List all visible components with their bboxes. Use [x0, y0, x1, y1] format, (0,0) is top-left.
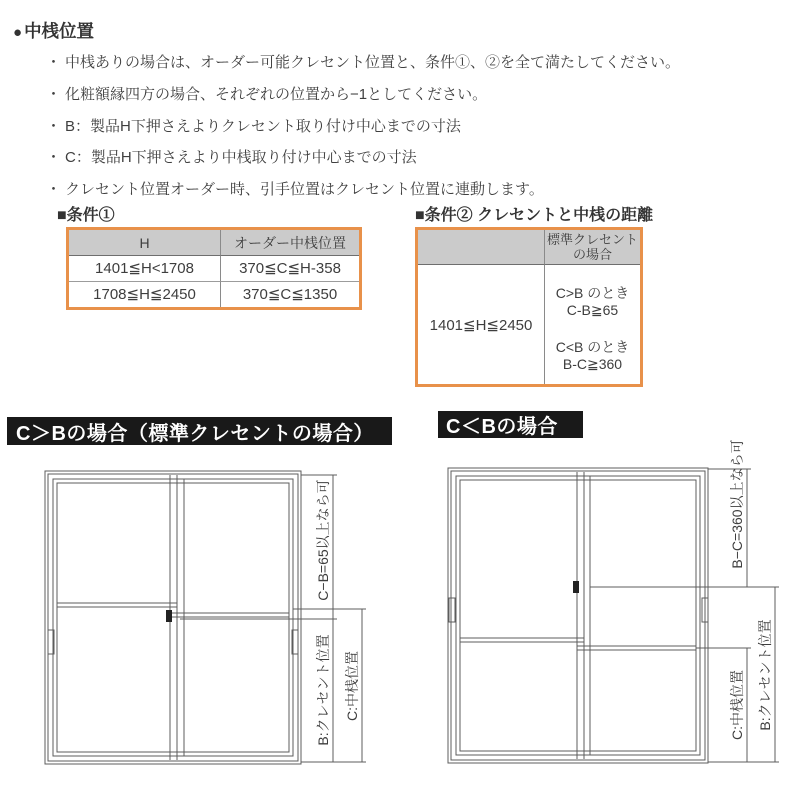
sash-frame-inner [460, 480, 696, 751]
crescent-mark [573, 581, 579, 593]
diagram-right-title: C＜Bの場合 [446, 416, 558, 438]
dim-label-c-left: C:中桟位置 [344, 651, 360, 721]
header-line: の場合 [572, 247, 612, 262]
case-text: C>B のとき [555, 285, 630, 301]
condition2-table [415, 227, 643, 387]
handle [449, 598, 455, 622]
window-diagrams [0, 400, 800, 800]
condition2-header-empty [418, 230, 545, 265]
bullet-dot-icon: ・ [46, 181, 62, 198]
case-text: C-B≧65 [566, 302, 619, 318]
dim-label-b-left: B:クレセント位置 [315, 634, 331, 746]
bullet-dot-icon: ・ [46, 149, 62, 166]
outer-frame-inner [451, 471, 705, 760]
condition2-cases [545, 265, 640, 384]
intro-bullet-1-text: 中桟ありの場合は、オーダー可能クレセント位置と、条件①、②を全て満たしてください。 [65, 54, 681, 71]
dim-label-c-right: C:中桟位置 [729, 670, 745, 740]
dim-note-left: C−B=65以上なら可 [315, 479, 331, 601]
condition1-label: ■条件① [57, 207, 115, 224]
dim-label-b-right: B:クレセント位置 [757, 619, 773, 731]
condition1-header-order: オーダー中桟位置 [221, 230, 359, 256]
page-title-text: 中桟位置 [24, 21, 95, 41]
intro-bullet-5 [46, 178, 544, 199]
intro-bullet-2 [46, 83, 487, 104]
bullet-dot-icon: ・ [46, 54, 62, 71]
sash-frame [456, 476, 700, 755]
case-text: B-C≧360 [562, 356, 623, 372]
page-title [13, 18, 94, 43]
crescent-mark [166, 610, 172, 622]
intro-bullet-2-text: 化粧額縁四方の場合、それぞれの位置から−1としてください。 [65, 86, 488, 103]
diagram-left-title: C＞Bの場合（標準クレセントの場合） [16, 422, 374, 445]
table-cell: 370≦C≦1350 [242, 286, 338, 304]
table-cell: 370≦C≦H-358 [221, 256, 359, 282]
intro-bullet-4 [46, 146, 417, 167]
intro-bullet-3-text: B：製品H下押さえよりクレセント取り付け中心までの寸法 [65, 118, 461, 135]
condition1-table [66, 227, 362, 310]
intro-bullet-1 [46, 51, 680, 72]
table-cell: 1708≦H≦2450 [69, 282, 221, 308]
header-line: 標準クレセント [546, 232, 638, 247]
bullet-dot-icon: ・ [46, 86, 62, 103]
case-gap [545, 317, 640, 341]
condition2-label: ■条件② クレセントと中桟の距離 [415, 207, 654, 224]
outer-frame [448, 468, 708, 763]
bullet-dot-icon: ・ [46, 118, 62, 135]
condition2-header-standard [545, 230, 640, 265]
intro-bullet-3 [46, 115, 461, 136]
case-text: C<B のとき [555, 339, 630, 355]
condition1-header-h: H [69, 230, 221, 256]
table-cell: 1401≦H<1708 [69, 256, 221, 282]
condition2-row-label: 1401≦H≦2450 [418, 265, 545, 384]
intro-bullet-4-text: C：製品H下押さえより中桟取り付け中心までの寸法 [65, 149, 417, 166]
dim-note-right: B−C=360以上なら可 [729, 439, 745, 569]
intro-bullet-5-text: クレセント位置オーダー時、引手位置はクレセント位置に連動します。 [65, 181, 544, 198]
bullet-circle-icon: ● [13, 24, 23, 41]
